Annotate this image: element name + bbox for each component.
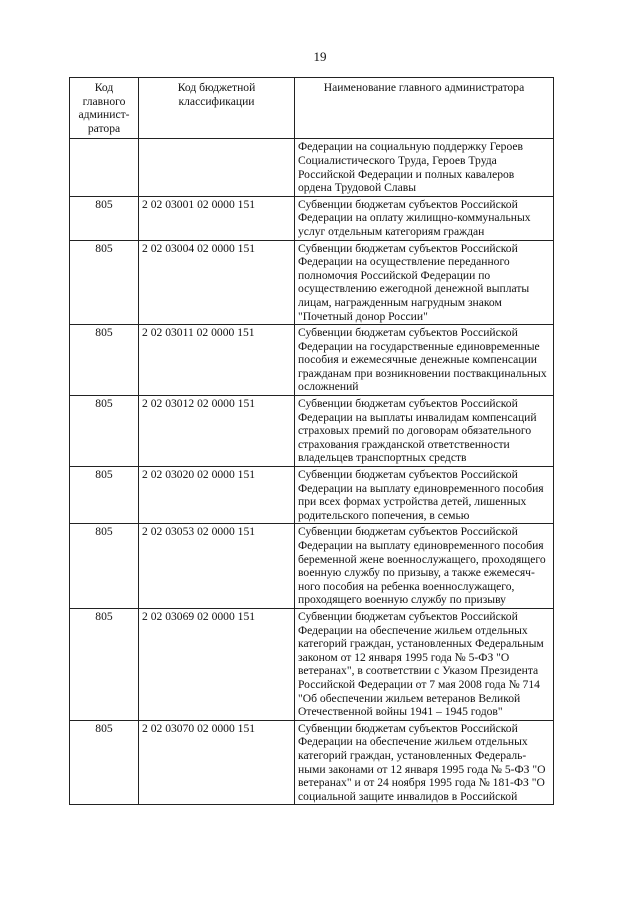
cell-budget-code: 2 02 03012 02 0000 151 xyxy=(139,396,295,467)
page-number: 19 xyxy=(313,49,327,64)
cell-admin-name: Федерации на социальную поддержку Героев Социалистического Труда, Героев Труда Российской Федерации и полных кавалеров ордена Трудовой Славы xyxy=(295,139,554,196)
header-admin-name: Наименование главного администратора xyxy=(295,78,554,139)
cell-budget-code: 2 02 03020 02 0000 151 xyxy=(139,467,295,524)
cell-admin-name: Субвенции бюджетам субъектов Российской Федерации на осуществление переданного полномочия Российской Федерации по осуществлению ежегодной денежной выплаты лицам, награжденным нагрудным знаком "Почетный донор России" xyxy=(295,240,554,325)
cell-admin-name: Субвенции бюджетам субъектов Российской Федерации на выплаты инвалидам компенсаций страховых премий по договорам обязательного страхования гражданской ответственности владельцев транспортных средств xyxy=(295,396,554,467)
cell-admin-code: 805 xyxy=(70,608,139,720)
cell-admin-code: 805 xyxy=(70,325,139,396)
cell-budget-code: 2 02 03070 02 0000 151 xyxy=(139,720,295,805)
cell-admin-code: 805 xyxy=(70,196,139,240)
header-admin-code: Код главного админист-ратора xyxy=(70,78,139,139)
cell-budget-code xyxy=(139,139,295,196)
cell-admin-code: 805 xyxy=(70,720,139,805)
cell-budget-code: 2 02 03069 02 0000 151 xyxy=(139,608,295,720)
cell-admin-name: Субвенции бюджетам субъектов Российской Федерации на обеспечение жильем отдельных категорий граждан, установленных Федераль-ными законами от 12 января 1995 года № 5-ФЗ "О ветеранах" и от 24 ноября 1995 года № 181-ФЗ "О социальной защите инвалидов в Российской xyxy=(295,720,554,805)
table-row xyxy=(70,325,554,396)
table-row xyxy=(70,467,554,524)
table-row xyxy=(70,720,554,805)
cell-budget-code: 2 02 03053 02 0000 151 xyxy=(139,524,295,609)
cell-budget-code: 2 02 03011 02 0000 151 xyxy=(139,325,295,396)
cell-admin-name: Субвенции бюджетам субъектов Российской Федерации на выплату единовременного пособия беременной жене военнослужащего, проходящего военную службу по призыву, а также ежемесяч-ного пособия на ребенка военнослужащего, проходящего военную службу по призыву xyxy=(295,524,554,609)
cell-admin-code: 805 xyxy=(70,467,139,524)
table-row xyxy=(70,396,554,467)
table-row xyxy=(70,524,554,609)
cell-admin-code: 805 xyxy=(70,396,139,467)
cell-admin-name: Субвенции бюджетам субъектов Российской Федерации на государственные единовременные пособия и ежемесячные денежные компенсации гражданам при возникновении поствакцинальных осложнений xyxy=(295,325,554,396)
table-row xyxy=(70,196,554,240)
cell-admin-code: 805 xyxy=(70,524,139,609)
budget-classification-table xyxy=(69,77,554,805)
cell-budget-code: 2 02 03001 02 0000 151 xyxy=(139,196,295,240)
table-row xyxy=(70,240,554,325)
table-header-row xyxy=(70,78,554,139)
table-row xyxy=(70,608,554,720)
table-row xyxy=(70,139,554,196)
cell-admin-name: Субвенции бюджетам субъектов Российской Федерации на оплату жилищно-коммунальных услуг отдельным категориям граждан xyxy=(295,196,554,240)
cell-admin-code: 805 xyxy=(70,240,139,325)
cell-admin-name: Субвенции бюджетам субъектов Российской Федерации на выплату единовременного пособия при всех формах устройства детей, лишенных родительского попечения, в семью xyxy=(295,467,554,524)
header-budget-code: Код бюджетной классификации xyxy=(139,78,295,139)
cell-admin-code xyxy=(70,139,139,196)
cell-admin-name: Субвенции бюджетам субъектов Российской Федерации на обеспечение жильем отдельных категорий граждан, установленных Федеральным законом от 12 января 1995 года № 5-ФЗ "О ветеранах", в соответствии с Указом Президента Российской Федерации от 7 мая 2008 года № 714 "Об обеспечении жильем ветеранов Великой Отечественной войны 1941 – 1945 годов" xyxy=(295,608,554,720)
cell-budget-code: 2 02 03004 02 0000 151 xyxy=(139,240,295,325)
